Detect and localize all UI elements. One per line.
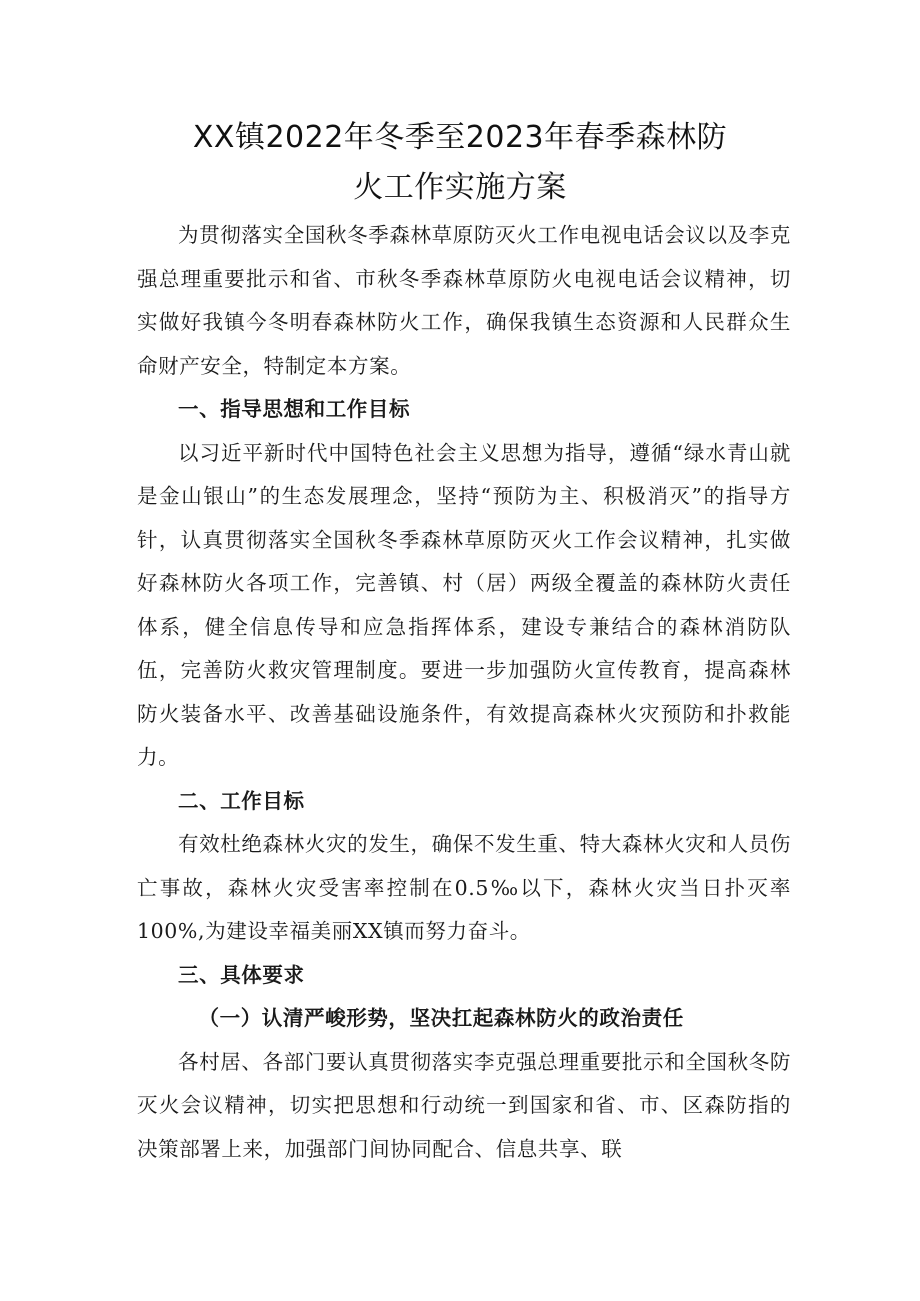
section-2-heading: 二、工作目标 bbox=[178, 788, 305, 813]
section-1-heading: 一、指导思想和工作目标 bbox=[178, 397, 411, 421]
section-2-paragraph: 有效杜绝森林火灾的发生，确保不发生重、特大森林火灾和人员伤亡事故，森林火灾受害率控制在0.5‰以下，森林火灾当日扑灭率100%,为建设幸福美丽XX镇而努力奋斗。 bbox=[137, 832, 791, 943]
section-3-sub-1-paragraph: 各村居、各部门要认真贯彻落实李克强总理重要批示和全国秋冬防灭火会议精神，切实把思想和行动统一到国家和省、市、区森防指的决策部署上来，加强部门间协同配合、信息共享、联 bbox=[137, 1049, 791, 1161]
document-title-line-2: 火工作实施方案 bbox=[353, 170, 567, 205]
document-body bbox=[137, 214, 791, 1171]
document-title-line-1: XX镇2022年冬季至2023年春季森林防 bbox=[192, 120, 728, 155]
intro-paragraph: 为贯彻落实全国秋冬季森林草原防灭火工作电视电话会议以及李克强总理重要批示和省、市秋冬季森林草原防火电视电话会议精神，切实做好我镇今冬明春森林防火工作，确保我镇生态资源和人民群众生命财产安全，特制定本方案。 bbox=[137, 223, 791, 378]
section-1-paragraph: 以习近平新时代中国特色社会主义思想为指导，遵循“绿水青山就是金山银山”的生态发展理念，坚持“预防为主、积极消灭”的指导方针，认真贯彻落实全国秋冬季森林草原防灭火工作会议精神，扎实做好森林防火各项工作，完善镇、村（居）两级全覆盖的森林防火责任体系，健全信息传导和应急指挥体系，建设专兼结合的森林消防队伍，完善防火救灾管理制度。要进一步加强防火宣传教育，提高森林防火装备水平、改善基础设施条件，有效提高森林火灾预防和扑救能力。 bbox=[137, 440, 791, 769]
section-3-sub-1-heading: （一）认清严峻形势，坚决扛起森林防火的政治责任 bbox=[198, 1006, 684, 1030]
section-3-heading: 三、具体要求 bbox=[178, 962, 305, 987]
